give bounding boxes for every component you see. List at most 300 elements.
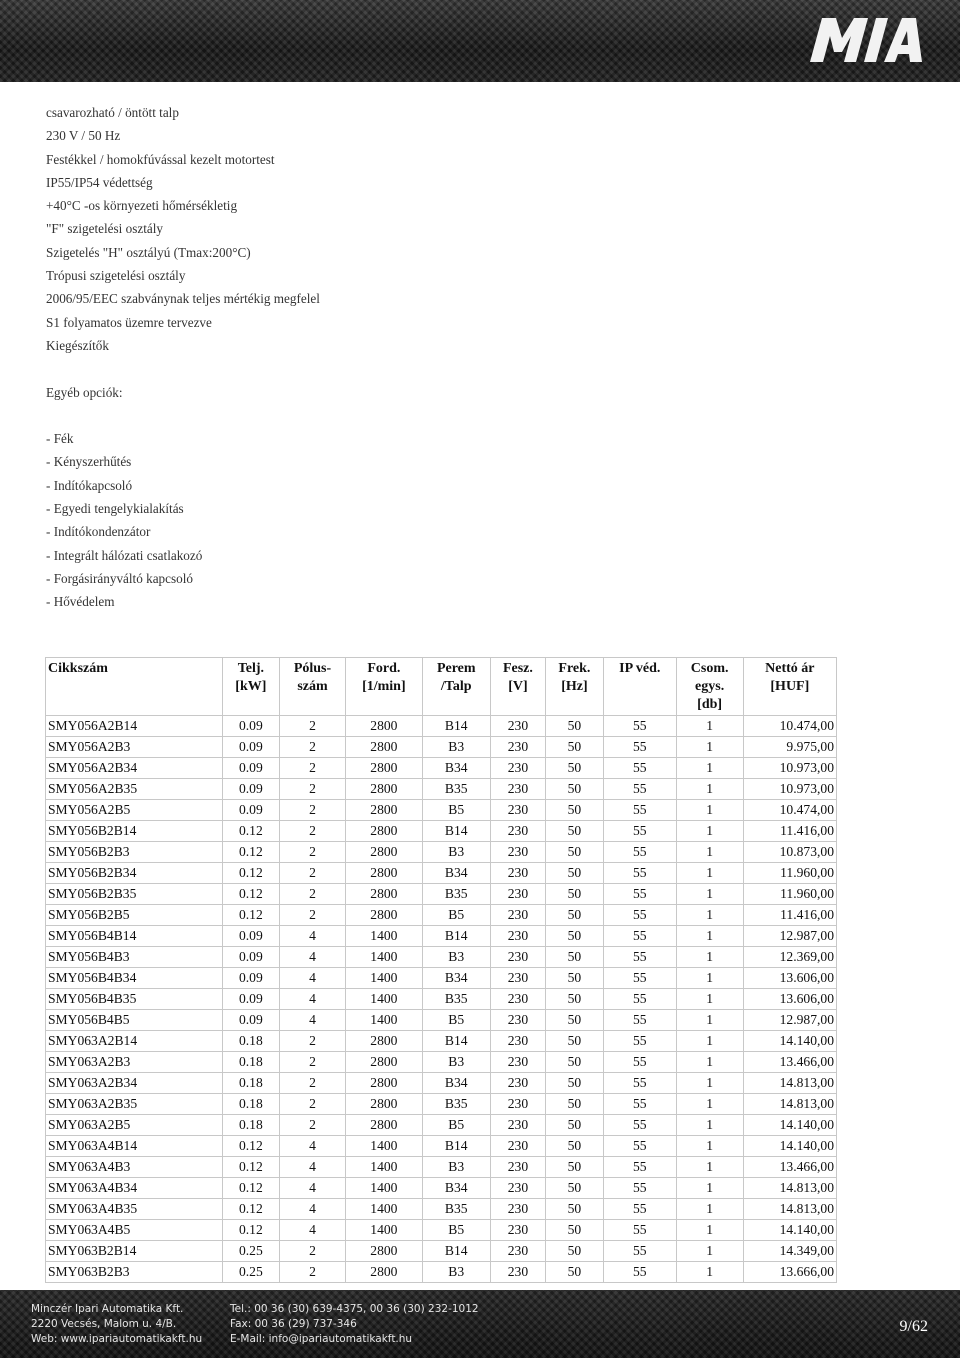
table-row — [46, 1262, 837, 1283]
col-ford-cell: 2800 — [346, 1031, 422, 1052]
col-cikkszam-cell: SMY063A4B34 — [46, 1178, 223, 1199]
col-ipved-cell: 55 — [603, 1262, 676, 1283]
col-csom-cell: 1 — [676, 1220, 743, 1241]
col-perem-cell: B34 — [422, 1178, 490, 1199]
col-csom-cell: 1 — [676, 779, 743, 800]
col-cikkszam-cell: SMY056B2B3 — [46, 842, 223, 863]
col-fesz-cell: 230 — [490, 905, 545, 926]
col-perem-cell: B14 — [422, 926, 490, 947]
col-ipved-cell: 55 — [603, 884, 676, 905]
col-ford-cell: 2800 — [346, 1094, 422, 1115]
col-netto-ar-cell: 10.474,00 — [743, 800, 836, 821]
header-label: Fesz. — [502, 661, 533, 676]
header-label: IP véd. — [619, 661, 661, 676]
col-csom-cell: 1 — [676, 1073, 743, 1094]
col-polusszam-cell: 4 — [279, 926, 346, 947]
col-ipved-cell: 55 — [603, 779, 676, 800]
col-frek-cell: 50 — [545, 1094, 603, 1115]
col-cikkszam-cell: SMY056B2B5 — [46, 905, 223, 926]
col-ford-cell: 1400 — [346, 1157, 422, 1178]
col-frek-cell: 50 — [545, 1136, 603, 1157]
col-ipved-header — [603, 658, 676, 716]
col-cikkszam-cell: SMY063B2B14 — [46, 1241, 223, 1262]
col-polusszam-cell: 2 — [279, 800, 346, 821]
col-frek-cell: 50 — [545, 821, 603, 842]
col-cikkszam-header — [46, 658, 223, 716]
col-polusszam-cell: 2 — [279, 905, 346, 926]
col-frek-cell: 50 — [545, 1073, 603, 1094]
col-ford-cell: 2800 — [346, 716, 422, 737]
col-fesz-cell: 230 — [490, 968, 545, 989]
col-csom-cell: 1 — [676, 1010, 743, 1031]
col-fesz-cell: 230 — [490, 1031, 545, 1052]
col-telj-cell: 0.25 — [223, 1262, 280, 1283]
table-row — [46, 1115, 837, 1136]
col-telj-header — [223, 658, 280, 716]
table-header-row — [46, 658, 837, 716]
col-frek-cell: 50 — [545, 947, 603, 968]
option-item: - Indítókondenzátor — [46, 524, 151, 540]
feature-item: Szigetelés "H" osztályú (Tmax:200°C) — [46, 244, 251, 260]
col-ipved-cell: 55 — [603, 716, 676, 737]
col-frek-cell: 50 — [545, 1115, 603, 1136]
col-ford-cell: 2800 — [346, 863, 422, 884]
col-telj-cell: 0.12 — [223, 905, 280, 926]
col-fesz-cell: 230 — [490, 737, 545, 758]
header-label: Csom. — [690, 661, 729, 676]
header-label: Telj. — [237, 661, 265, 676]
col-netto-ar-cell: 13.666,00 — [743, 1262, 836, 1283]
col-fesz-cell: 230 — [490, 1136, 545, 1157]
col-cikkszam-cell: SMY063A4B14 — [46, 1136, 223, 1157]
col-perem-cell: B5 — [422, 1220, 490, 1241]
col-netto-ar-cell: 12.369,00 — [743, 947, 836, 968]
col-ford-cell: 1400 — [346, 989, 422, 1010]
col-polusszam-cell: 2 — [279, 1094, 346, 1115]
col-ford-cell: 1400 — [346, 947, 422, 968]
option-item: - Forgásirányváltó kapcsoló — [46, 570, 193, 586]
col-ford-cell: 2800 — [346, 1073, 422, 1094]
col-cikkszam-cell: SMY063A4B5 — [46, 1220, 223, 1241]
col-fesz-cell: 230 — [490, 1157, 545, 1178]
page-number: 9/62 — [899, 1318, 928, 1335]
col-netto-ar-cell: 14.140,00 — [743, 1136, 836, 1157]
col-polusszam-cell: 4 — [279, 1178, 346, 1199]
table-row — [46, 968, 837, 989]
col-csom-cell: 1 — [676, 1241, 743, 1262]
col-ford-cell: 1400 — [346, 1178, 422, 1199]
col-telj-cell: 0.09 — [223, 1010, 280, 1031]
col-telj-cell: 0.18 — [223, 1115, 280, 1136]
col-frek-cell: 50 — [545, 758, 603, 779]
table-row — [46, 716, 837, 737]
header-label: Cikkszám — [48, 661, 108, 676]
col-fesz-cell: 230 — [490, 716, 545, 737]
col-cikkszam-cell: SMY056B2B34 — [46, 863, 223, 884]
col-ford-cell: 1400 — [346, 926, 422, 947]
col-csom-cell: 1 — [676, 926, 743, 947]
table-row — [46, 1220, 837, 1241]
col-netto-ar-cell: 10.873,00 — [743, 842, 836, 863]
col-telj-cell: 0.12 — [223, 842, 280, 863]
col-perem-cell: B5 — [422, 1115, 490, 1136]
col-frek-cell: 50 — [545, 779, 603, 800]
col-netto-ar-cell: 14.349,00 — [743, 1241, 836, 1262]
feature-item: Kiegészítők — [46, 337, 109, 353]
col-fesz-cell: 230 — [490, 779, 545, 800]
col-fesz-cell: 230 — [490, 926, 545, 947]
col-telj-cell: 0.12 — [223, 1199, 280, 1220]
table-row — [46, 842, 837, 863]
footer-email: E-Mail: info@ipariautomatikakft.hu — [230, 1333, 413, 1345]
col-fesz-cell: 230 — [490, 1220, 545, 1241]
col-polusszam-cell: 4 — [279, 989, 346, 1010]
col-telj-cell: 0.09 — [223, 968, 280, 989]
header-label: [kW] — [235, 679, 267, 694]
col-perem-cell: B3 — [422, 1157, 490, 1178]
footer-fax: Fax: 00 36 (29) 737-346 — [230, 1318, 357, 1330]
col-csom-cell: 1 — [676, 800, 743, 821]
col-netto-ar-cell: 12.987,00 — [743, 926, 836, 947]
header-label: egys. — [695, 679, 725, 694]
col-cikkszam-cell: SMY063A2B34 — [46, 1073, 223, 1094]
col-frek-cell: 50 — [545, 926, 603, 947]
page-header — [0, 0, 960, 82]
col-ford-cell: 1400 — [346, 968, 422, 989]
col-csom-cell: 1 — [676, 947, 743, 968]
col-perem-cell: B34 — [422, 1073, 490, 1094]
col-ipved-cell: 55 — [603, 1052, 676, 1073]
table-row — [46, 947, 837, 968]
col-netto-ar-cell: 10.973,00 — [743, 779, 836, 800]
table-row — [46, 1199, 837, 1220]
header-label: [db] — [697, 697, 723, 712]
col-polusszam-cell: 2 — [279, 842, 346, 863]
col-perem-cell: B14 — [422, 821, 490, 842]
col-netto-ar-cell: 11.416,00 — [743, 905, 836, 926]
col-fesz-cell: 230 — [490, 1262, 545, 1283]
col-netto-ar-header — [743, 658, 836, 716]
col-frek-cell: 50 — [545, 1199, 603, 1220]
col-cikkszam-cell: SMY056B2B14 — [46, 821, 223, 842]
col-ipved-cell: 55 — [603, 842, 676, 863]
col-telj-cell: 0.12 — [223, 863, 280, 884]
col-perem-cell: B35 — [422, 1094, 490, 1115]
col-csom-cell: 1 — [676, 1136, 743, 1157]
feature-item: Trópusi szigetelési osztály — [46, 268, 186, 284]
col-fesz-cell: 230 — [490, 1094, 545, 1115]
col-ipved-cell: 55 — [603, 1136, 676, 1157]
feature-list — [46, 101, 320, 614]
col-ipved-cell: 55 — [603, 947, 676, 968]
col-telj-cell: 0.09 — [223, 947, 280, 968]
col-ford-cell: 2800 — [346, 737, 422, 758]
table-row — [46, 1241, 837, 1262]
col-fesz-cell: 230 — [490, 863, 545, 884]
col-fesz-cell: 230 — [490, 1115, 545, 1136]
col-cikkszam-cell: SMY056A2B3 — [46, 737, 223, 758]
col-polusszam-cell: 4 — [279, 1136, 346, 1157]
header-label: Frek. — [558, 661, 591, 676]
col-netto-ar-cell: 12.987,00 — [743, 1010, 836, 1031]
col-ford-cell: 2800 — [346, 779, 422, 800]
col-frek-cell: 50 — [545, 968, 603, 989]
col-cikkszam-cell: SMY056B4B34 — [46, 968, 223, 989]
col-fesz-cell: 230 — [490, 842, 545, 863]
col-frek-cell: 50 — [545, 1052, 603, 1073]
col-cikkszam-cell: SMY063B2B3 — [46, 1262, 223, 1283]
col-telj-cell: 0.25 — [223, 1241, 280, 1262]
col-ford-cell: 2800 — [346, 800, 422, 821]
col-frek-cell: 50 — [545, 863, 603, 884]
header-label: Ford. — [367, 661, 401, 676]
col-fesz-cell: 230 — [490, 821, 545, 842]
header-label: [V] — [508, 679, 528, 694]
table-header — [46, 658, 837, 716]
col-csom-header — [676, 658, 743, 716]
col-ipved-cell: 55 — [603, 758, 676, 779]
col-frek-cell: 50 — [545, 884, 603, 905]
header-label: szám — [297, 679, 328, 694]
header-label: [1/min] — [362, 679, 406, 694]
col-ford-cell: 2800 — [346, 884, 422, 905]
col-ford-cell: 2800 — [346, 821, 422, 842]
col-frek-cell: 50 — [545, 1010, 603, 1031]
col-fesz-cell: 230 — [490, 1010, 545, 1031]
col-perem-header — [422, 658, 490, 716]
col-frek-cell: 50 — [545, 1220, 603, 1241]
col-csom-cell: 1 — [676, 1199, 743, 1220]
col-csom-cell: 1 — [676, 1052, 743, 1073]
col-csom-cell: 1 — [676, 863, 743, 884]
col-ford-cell: 2800 — [346, 1262, 422, 1283]
col-ipved-cell: 55 — [603, 863, 676, 884]
table-row — [46, 1157, 837, 1178]
table-row — [46, 821, 837, 842]
footer-web: Web: www.ipariautomatikakft.hu — [31, 1333, 203, 1345]
feature-item: csavarozható / öntött talp — [46, 105, 179, 120]
col-ford-header — [346, 658, 422, 716]
col-telj-cell: 0.18 — [223, 1073, 280, 1094]
col-csom-cell: 1 — [676, 821, 743, 842]
feature-item: 230 V / 50 Hz — [46, 128, 121, 144]
col-netto-ar-cell: 11.960,00 — [743, 884, 836, 905]
table-row — [46, 1031, 837, 1052]
col-ipved-cell: 55 — [603, 800, 676, 821]
header-label: /Talp — [440, 679, 472, 694]
col-perem-cell: B35 — [422, 884, 490, 905]
col-cikkszam-cell: SMY056B4B3 — [46, 947, 223, 968]
col-csom-cell: 1 — [676, 905, 743, 926]
col-netto-ar-cell: 14.813,00 — [743, 1073, 836, 1094]
col-netto-ar-cell: 14.140,00 — [743, 1031, 836, 1052]
col-csom-cell: 1 — [676, 1115, 743, 1136]
col-cikkszam-cell: SMY056B4B5 — [46, 1010, 223, 1031]
col-csom-cell: 1 — [676, 1094, 743, 1115]
feature-item: "F" szigetelési osztály — [46, 221, 163, 237]
col-cikkszam-cell: SMY056A2B5 — [46, 800, 223, 821]
col-telj-cell: 0.09 — [223, 989, 280, 1010]
col-telj-cell: 0.18 — [223, 1094, 280, 1115]
col-telj-cell: 0.12 — [223, 821, 280, 842]
footer-address: 2220 Vecsés, Malom u. 4/B. — [31, 1318, 177, 1330]
col-netto-ar-cell: 10.973,00 — [743, 758, 836, 779]
option-item: - Fék — [46, 431, 74, 447]
table-row — [46, 737, 837, 758]
col-frek-cell: 50 — [545, 1262, 603, 1283]
col-cikkszam-cell: SMY063A2B5 — [46, 1115, 223, 1136]
col-perem-cell: B35 — [422, 1199, 490, 1220]
col-cikkszam-cell: SMY063A4B35 — [46, 1199, 223, 1220]
col-fesz-cell: 230 — [490, 947, 545, 968]
col-fesz-cell: 230 — [490, 884, 545, 905]
feature-item: 2006/95/EEC szabványnak teljes mértékig megfelel — [46, 291, 320, 307]
header-label: Perem — [436, 661, 476, 676]
col-fesz-cell: 230 — [490, 1073, 545, 1094]
col-perem-cell: B3 — [422, 842, 490, 863]
col-perem-cell: B34 — [422, 968, 490, 989]
col-netto-ar-cell: 13.606,00 — [743, 989, 836, 1010]
col-netto-ar-cell: 13.466,00 — [743, 1157, 836, 1178]
col-frek-cell: 50 — [545, 1178, 603, 1199]
col-polusszam-cell: 4 — [279, 968, 346, 989]
col-csom-cell: 1 — [676, 884, 743, 905]
col-perem-cell: B5 — [422, 800, 490, 821]
col-cikkszam-cell: SMY063A2B14 — [46, 1031, 223, 1052]
col-frek-cell: 50 — [545, 800, 603, 821]
col-ipved-cell: 55 — [603, 989, 676, 1010]
col-cikkszam-cell: SMY056A2B14 — [46, 716, 223, 737]
col-cikkszam-cell: SMY063A2B35 — [46, 1094, 223, 1115]
col-netto-ar-cell: 9.975,00 — [743, 737, 836, 758]
table-row — [46, 1178, 837, 1199]
option-item: - Kényszerhűtés — [46, 454, 132, 470]
col-netto-ar-cell: 13.606,00 — [743, 968, 836, 989]
col-perem-cell: B14 — [422, 716, 490, 737]
col-ford-cell: 1400 — [346, 1220, 422, 1241]
col-frek-cell: 50 — [545, 1241, 603, 1262]
col-telj-cell: 0.18 — [223, 1052, 280, 1073]
col-polusszam-cell: 2 — [279, 1031, 346, 1052]
col-cikkszam-cell: SMY063A4B3 — [46, 1157, 223, 1178]
col-ipved-cell: 55 — [603, 1031, 676, 1052]
col-perem-cell: B3 — [422, 947, 490, 968]
col-cikkszam-cell: SMY056A2B34 — [46, 758, 223, 779]
col-netto-ar-cell: 11.960,00 — [743, 863, 836, 884]
col-netto-ar-cell: 13.466,00 — [743, 1052, 836, 1073]
col-polusszam-cell: 2 — [279, 716, 346, 737]
col-ipved-cell: 55 — [603, 1199, 676, 1220]
col-telj-cell: 0.09 — [223, 758, 280, 779]
page-footer — [0, 1290, 960, 1358]
col-polusszam-cell: 4 — [279, 1010, 346, 1031]
col-ipved-cell: 55 — [603, 926, 676, 947]
option-item: - Hővédelem — [46, 594, 115, 610]
col-frek-cell: 50 — [545, 989, 603, 1010]
col-perem-cell: B3 — [422, 737, 490, 758]
header-label: [Hz] — [561, 679, 588, 694]
table-body — [46, 716, 837, 1283]
table-row — [46, 1094, 837, 1115]
col-csom-cell: 1 — [676, 737, 743, 758]
table-row — [46, 800, 837, 821]
table-row — [46, 1052, 837, 1073]
col-telj-cell: 0.12 — [223, 1136, 280, 1157]
col-ipved-cell: 55 — [603, 1094, 676, 1115]
col-csom-cell: 1 — [676, 968, 743, 989]
col-cikkszam-cell: SMY056B4B14 — [46, 926, 223, 947]
col-polusszam-cell: 2 — [279, 1262, 346, 1283]
feature-item: S1 folyamatos üzemre tervezve — [46, 314, 212, 330]
col-ipved-cell: 55 — [603, 821, 676, 842]
col-frek-cell: 50 — [545, 905, 603, 926]
header-label: Nettó ár — [765, 661, 815, 676]
col-ford-cell: 2800 — [346, 1115, 422, 1136]
col-csom-cell: 1 — [676, 989, 743, 1010]
col-telj-cell: 0.12 — [223, 1178, 280, 1199]
col-csom-cell: 1 — [676, 758, 743, 779]
col-ford-cell: 2800 — [346, 1241, 422, 1262]
table-row — [46, 884, 837, 905]
col-ipved-cell: 55 — [603, 1010, 676, 1031]
feature-item: IP55/IP54 védettség — [46, 174, 153, 190]
col-fesz-cell: 230 — [490, 758, 545, 779]
header-label: Pólus- — [293, 661, 332, 676]
option-item: - Egyedi tengelykialakítás — [46, 501, 184, 517]
col-csom-cell: 1 — [676, 1031, 743, 1052]
col-telj-cell: 0.09 — [223, 737, 280, 758]
table-row — [46, 758, 837, 779]
col-polusszam-cell: 2 — [279, 737, 346, 758]
col-perem-cell: B34 — [422, 863, 490, 884]
col-polusszam-cell: 2 — [279, 1052, 346, 1073]
col-netto-ar-cell: 14.140,00 — [743, 1220, 836, 1241]
col-netto-ar-cell: 14.140,00 — [743, 1115, 836, 1136]
col-perem-cell: B5 — [422, 1010, 490, 1031]
col-ipved-cell: 55 — [603, 1073, 676, 1094]
col-netto-ar-cell: 14.813,00 — [743, 1199, 836, 1220]
col-telj-cell: 0.18 — [223, 1031, 280, 1052]
col-polusszam-cell: 4 — [279, 947, 346, 968]
col-frek-cell: 50 — [545, 842, 603, 863]
mia-logo — [806, 14, 926, 66]
col-fesz-cell: 230 — [490, 1178, 545, 1199]
col-polusszam-cell: 2 — [279, 779, 346, 800]
col-cikkszam-cell: SMY056B4B35 — [46, 989, 223, 1010]
col-csom-cell: 1 — [676, 1157, 743, 1178]
product-price-table — [45, 657, 837, 1283]
col-ford-cell: 2800 — [346, 758, 422, 779]
col-telj-cell: 0.12 — [223, 1220, 280, 1241]
col-polusszam-cell: 2 — [279, 758, 346, 779]
col-netto-ar-cell: 11.416,00 — [743, 821, 836, 842]
col-perem-cell: B34 — [422, 758, 490, 779]
col-ipved-cell: 55 — [603, 1241, 676, 1262]
col-perem-cell: B3 — [422, 1262, 490, 1283]
col-polusszam-cell: 2 — [279, 884, 346, 905]
col-perem-cell: B35 — [422, 779, 490, 800]
col-frek-cell: 50 — [545, 716, 603, 737]
col-frek-header — [545, 658, 603, 716]
col-ford-cell: 1400 — [346, 1010, 422, 1031]
col-ford-cell: 1400 — [346, 1199, 422, 1220]
col-cikkszam-cell: SMY056B2B35 — [46, 884, 223, 905]
col-ipved-cell: 55 — [603, 1178, 676, 1199]
table-row — [46, 1136, 837, 1157]
col-csom-cell: 1 — [676, 1178, 743, 1199]
col-polusszam-cell: 2 — [279, 1073, 346, 1094]
col-ford-cell: 2800 — [346, 1052, 422, 1073]
